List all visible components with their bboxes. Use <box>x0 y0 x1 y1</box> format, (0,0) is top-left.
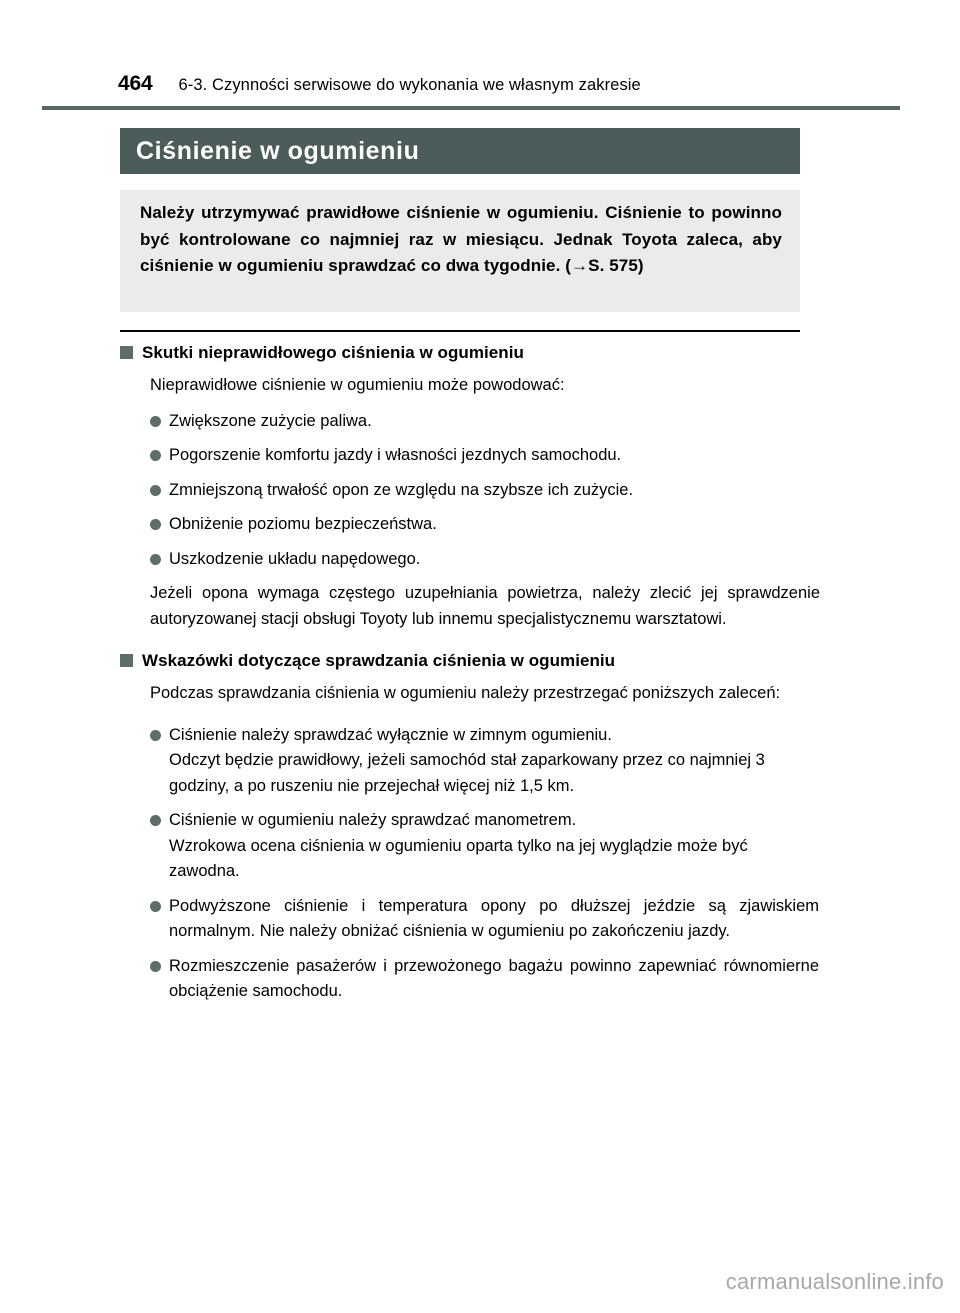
page-header <box>0 72 960 102</box>
list-item <box>150 894 820 945</box>
list-item <box>150 409 820 435</box>
list-item-body <box>169 954 819 1005</box>
list-item-line: Ciśnienie należy sprawdzać wyłącznie w zimnym ogumieniu. <box>169 725 612 744</box>
dot-bullet-icon <box>150 901 161 912</box>
list-item-body <box>169 723 819 800</box>
list-item-line: Rozmieszczenie pasażerów i przewożonego bagażu powinno zapewniać równomierne obciążenie samochodu. <box>169 956 819 1000</box>
list-item-body <box>169 478 819 504</box>
dot-bullet-icon <box>150 815 161 826</box>
list-item-line: Wzrokowa ocena ciśnienia w ogumieniu oparta tylko na jej wyglądzie może być zawodna. <box>169 836 748 880</box>
list-item-line: Pogorszenie komfortu jazdy i własności jezdnych samochodu. <box>169 446 622 464</box>
list-item-body <box>169 808 819 885</box>
list-item <box>150 512 820 538</box>
section-title-band <box>120 128 800 174</box>
page-content <box>120 341 820 1014</box>
list-item <box>150 808 820 885</box>
list-item-line: Uszkodzenie układu napędowego. <box>169 549 421 568</box>
dot-bullet-icon <box>150 554 161 565</box>
dot-bullet-icon <box>150 519 161 530</box>
subsection-heading-label: Wskazówki dotyczące sprawdzania ciśnienia w ogumieniu <box>142 651 616 670</box>
subsection-heading-tips <box>120 649 820 672</box>
header-divider-rule <box>42 106 900 110</box>
notice-close-paren: ) <box>637 256 644 275</box>
dot-bullet-icon <box>150 416 161 427</box>
list-item <box>150 478 820 504</box>
list-item-line: Podwyższone ciśnienie i temperatura opony po dłuższej jeździe są zjawiskiem normalnym. Nie należy obniżać ciśnienia w ogumieniu po zakończeniu jazdy. <box>169 896 819 940</box>
list-item-line: Zwiększone zużycie paliwa. <box>169 411 372 430</box>
subsection-heading-effects <box>120 341 820 364</box>
square-bullet-icon <box>120 346 133 359</box>
dot-bullet-icon <box>150 961 161 972</box>
section-title: Ciśnienie w ogumieniu <box>136 136 420 165</box>
dot-bullet-icon <box>150 730 161 741</box>
dot-bullet-icon <box>150 450 161 461</box>
notice-main-text: Należy utrzymywać prawidłowe ciśnienie w ogumieniu. Ciśnienie to powinno być kontrolowane co najmniej raz w miesiącu. Jednak Toyota zaleca, aby ciśnienie w ogumieniu sprawdzać co dwa tygodnie. ( <box>140 203 782 275</box>
list-item-line: Zmniejszoną trwałość opon ze względu na szybsze ich zużycie. <box>169 480 634 499</box>
list-item-line: Odczyt będzie prawidłowy, jeżeli samochód stał zaparkowany przez co najmniej 3 godziny, a po ruszeniu nie przejechał więcej niż 1,5 km. <box>169 751 765 795</box>
content-divider-rule <box>120 330 800 332</box>
list-item-body <box>169 547 819 573</box>
list-item-body <box>169 894 819 945</box>
list-item-body <box>169 443 819 469</box>
list-item-body <box>169 512 819 538</box>
list-item <box>150 723 820 800</box>
list-item <box>150 954 820 1005</box>
page-reference-arrow-icon: → <box>571 256 589 275</box>
square-bullet-icon <box>120 654 133 667</box>
site-watermark: carmanualsonline.info <box>725 1269 944 1294</box>
list-item <box>150 547 820 573</box>
notice-box <box>120 190 800 312</box>
page-reference-link[interactable]: S. 575 <box>588 256 638 275</box>
list-item-line: Ciśnienie w ogumieniu należy sprawdzać manometrem. <box>169 811 577 829</box>
subsection-heading-label: Skutki nieprawidłowego ciśnienia w ogumieniu <box>142 343 524 362</box>
page-number: 464 <box>118 72 153 95</box>
header-chapter-title: 6-3. Czynności serwisowe do wykonania we własnym zakresie <box>178 76 641 94</box>
bullet-list-tips <box>150 723 820 1005</box>
bullet-list-effects <box>150 409 820 573</box>
subsection-outro-text: Jeżeli opona wymaga częstego uzupełniania powietrza, należy zlecić jej sprawdzenie autoryzowanej stacji obsługi Toyoty lub innemu specjalistycznemu warsztatowi. <box>150 584 820 628</box>
dot-bullet-icon <box>150 485 161 496</box>
list-item-line: Obniżenie poziomu bezpieczeństwa. <box>169 515 437 533</box>
subsection-intro-text: Podczas sprawdzania ciśnienia w ogumieniu należy przestrzegać poniższych zaleceń: <box>150 684 781 702</box>
list-item-body <box>169 409 819 435</box>
list-item <box>150 443 820 469</box>
notice-text <box>140 200 782 280</box>
subsection-intro-text: Nieprawidłowe ciśnienie w ogumieniu może powodować: <box>150 376 565 394</box>
